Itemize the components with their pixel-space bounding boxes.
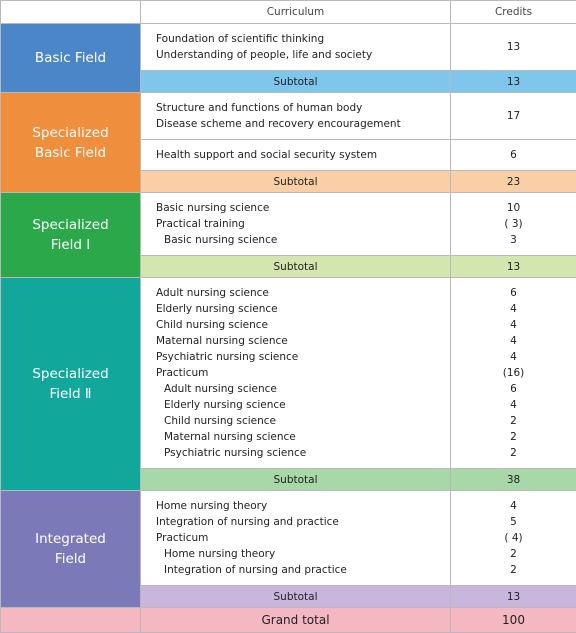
credit-value: 4 (451, 349, 576, 365)
header-row (1, 1, 576, 24)
credit-value: ( 3) (451, 216, 576, 232)
curriculum-items (141, 491, 451, 586)
subtotal-value: 23 (451, 171, 576, 193)
subtotal-label: Subtotal (141, 469, 451, 491)
credit-value: 2 (451, 562, 576, 578)
curriculum-item: Basic nursing science (156, 200, 450, 216)
field-label: Integrated Field (1, 491, 141, 608)
curriculum-item: Maternal nursing science (156, 333, 450, 349)
curriculum-items (141, 93, 451, 140)
subtotal-label: Subtotal (141, 256, 451, 278)
credit-value: 6 (451, 285, 576, 301)
curriculum-item: Psychiatric nursing science (156, 349, 450, 365)
credit-value: 4 (451, 317, 576, 333)
curriculum-item: Psychiatric nursing science (156, 445, 450, 461)
credit-value: 6 (451, 381, 576, 397)
subtotal-label: Subtotal (141, 171, 451, 193)
curriculum-item: Elderly nursing science (156, 301, 450, 317)
curriculum-item: Practicum (156, 530, 450, 546)
curriculum-items (141, 278, 451, 469)
curriculum-items (141, 193, 451, 256)
curriculum-item: Practicum (156, 365, 450, 381)
curriculum-item: Home nursing theory (156, 498, 450, 514)
credit-value: 10 (451, 200, 576, 216)
credits-cell (451, 278, 576, 469)
credits-cell (451, 24, 576, 71)
field-label: Specialized Field Ⅱ (1, 278, 141, 491)
curriculum-item: Maternal nursing science (156, 429, 450, 445)
grand-total-row (1, 608, 576, 633)
table-row (1, 491, 576, 586)
grand-total-label: Grand total (141, 608, 451, 633)
curriculum-item: Disease scheme and recovery encouragement (156, 116, 450, 132)
table-row (1, 93, 576, 140)
credit-value: 17 (451, 108, 576, 124)
credit-value: 3 (451, 232, 576, 248)
credits-cell (451, 140, 576, 171)
curriculum-item: Integration of nursing and practice (156, 514, 450, 530)
credit-value: 4 (451, 301, 576, 317)
credit-value: 2 (451, 429, 576, 445)
subtotal-label: Subtotal (141, 71, 451, 93)
curriculum-item: Child nursing science (156, 413, 450, 429)
header-credits: Credits (451, 1, 576, 24)
credit-value: 2 (451, 445, 576, 461)
credits-cell (451, 193, 576, 256)
credit-value: 2 (451, 546, 576, 562)
credit-value: (16) (451, 365, 576, 381)
curriculum-item: Integration of nursing and practice (156, 562, 450, 578)
credit-value: 4 (451, 333, 576, 349)
field-label: Specialized Basic Field (1, 93, 141, 193)
credit-value: 2 (451, 413, 576, 429)
subtotal-label: Subtotal (141, 586, 451, 608)
field-label: Specialized Field Ⅰ (1, 193, 141, 278)
subtotal-value: 13 (451, 256, 576, 278)
curriculum-items (141, 24, 451, 71)
table-row (1, 193, 576, 256)
curriculum-item: Elderly nursing science (156, 397, 450, 413)
curriculum-item: Structure and functions of human body (156, 100, 450, 116)
header-blank (1, 1, 141, 24)
subtotal-value: 13 (451, 586, 576, 608)
curriculum-item: Health support and social security system (156, 147, 450, 163)
curriculum-item: Child nursing science (156, 317, 450, 333)
credit-value: 6 (451, 147, 576, 163)
curriculum-item: Adult nursing science (156, 381, 450, 397)
subtotal-value: 13 (451, 71, 576, 93)
table-row (1, 24, 576, 71)
grand-total-blank (1, 608, 141, 633)
subtotal-value: 38 (451, 469, 576, 491)
credit-value: 4 (451, 397, 576, 413)
credit-value: 5 (451, 514, 576, 530)
curriculum-item: Home nursing theory (156, 546, 450, 562)
curriculum-item: Understanding of people, life and society (156, 47, 450, 63)
curriculum-item: Foundation of scientific thinking (156, 31, 450, 47)
credits-cell (451, 93, 576, 140)
curriculum-item: Adult nursing science (156, 285, 450, 301)
curriculum-item: Practical training (156, 216, 450, 232)
credit-value: 13 (451, 39, 576, 55)
credits-cell (451, 491, 576, 586)
credit-value: ( 4) (451, 530, 576, 546)
credit-value: 4 (451, 498, 576, 514)
grand-total-value: 100 (451, 608, 576, 633)
table-row (1, 278, 576, 469)
curriculum-items (141, 140, 451, 171)
table-body (1, 24, 576, 633)
curriculum-item: Basic nursing science (156, 232, 450, 248)
header-curriculum: Curriculum (141, 1, 451, 24)
field-label: Basic Field (1, 24, 141, 93)
